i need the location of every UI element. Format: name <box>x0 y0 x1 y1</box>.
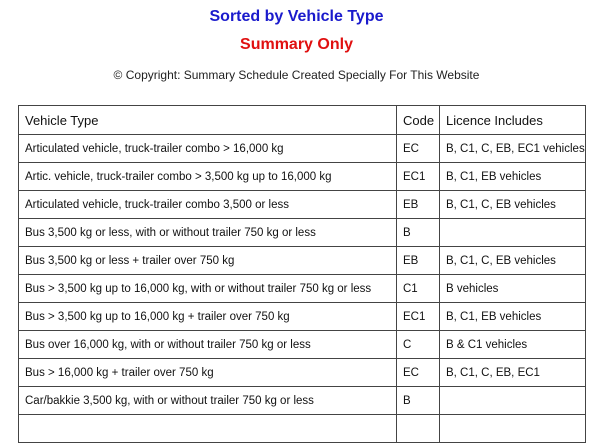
vehicle-type-cell <box>19 415 397 443</box>
code-cell: EB <box>397 191 440 219</box>
code-cell: EC1 <box>397 163 440 191</box>
licence-includes-cell: B, C1, C, EB vehicles <box>440 247 586 275</box>
column-header-licence-includes: Licence Includes <box>440 106 586 135</box>
table-row <box>19 247 586 275</box>
code-cell: EC1 <box>397 303 440 331</box>
licence-includes-cell <box>440 219 586 247</box>
copyright-notice: © Copyright: Summary Schedule Created Specially For This Website <box>113 68 480 82</box>
vehicle-type-cell: Articulated vehicle, truck-trailer combo > 16,000 kg <box>19 135 397 163</box>
licence-includes-cell: B, C1, EB vehicles <box>440 303 586 331</box>
vehicle-type-cell: Artic. vehicle, truck-trailer combo > 3,500 kg up to 16,000 kg <box>19 163 397 191</box>
licence-includes-cell: B, C1, C, EB, EC1 vehicles <box>440 135 586 163</box>
table-header-row <box>19 106 586 135</box>
licence-includes-cell: B & C1 vehicles <box>440 331 586 359</box>
code-cell: EC <box>397 135 440 163</box>
table-row <box>19 331 586 359</box>
table-row <box>19 191 586 219</box>
code-cell: EC <box>397 359 440 387</box>
vehicle-type-cell: Bus 3,500 kg or less + trailer over 750 kg <box>19 247 397 275</box>
table-row <box>19 275 586 303</box>
vehicle-type-cell: Bus > 3,500 kg up to 16,000 kg, with or without trailer 750 kg or less <box>19 275 397 303</box>
table-row <box>19 387 586 415</box>
licence-includes-cell: B, C1, EB vehicles <box>440 163 586 191</box>
table-row <box>19 135 586 163</box>
licence-includes-cell <box>440 387 586 415</box>
code-cell: EB <box>397 247 440 275</box>
table-row <box>19 415 586 443</box>
licence-includes-cell <box>440 415 586 443</box>
column-header-vehicle-type: Vehicle Type <box>19 106 397 135</box>
page-title: Sorted by Vehicle Type <box>209 8 384 25</box>
code-cell: C1 <box>397 275 440 303</box>
table-row <box>19 219 586 247</box>
code-cell: B <box>397 219 440 247</box>
licence-includes-cell: B, C1, C, EB, EC1 <box>440 359 586 387</box>
vehicle-type-cell: Bus 3,500 kg or less, with or without trailer 750 kg or less <box>19 219 397 247</box>
code-cell: B <box>397 387 440 415</box>
column-header-code: Code <box>397 106 440 135</box>
licence-includes-cell: B vehicles <box>440 275 586 303</box>
vehicle-type-cell: Articulated vehicle, truck-trailer combo 3,500 or less <box>19 191 397 219</box>
licence-includes-cell: B, C1, C, EB vehicles <box>440 191 586 219</box>
code-cell <box>397 415 440 443</box>
page-subtitle: Summary Only <box>240 36 353 53</box>
vehicle-type-cell: Car/bakkie 3,500 kg, with or without trailer 750 kg or less <box>19 387 397 415</box>
table-row <box>19 359 586 387</box>
vehicle-licence-table <box>18 105 586 443</box>
table-row <box>19 163 586 191</box>
vehicle-type-cell: Bus > 3,500 kg up to 16,000 kg + trailer over 750 kg <box>19 303 397 331</box>
table-row <box>19 303 586 331</box>
vehicle-type-cell: Bus over 16,000 kg, with or without trailer 750 kg or less <box>19 331 397 359</box>
code-cell: C <box>397 331 440 359</box>
vehicle-type-cell: Bus > 16,000 kg + trailer over 750 kg <box>19 359 397 387</box>
